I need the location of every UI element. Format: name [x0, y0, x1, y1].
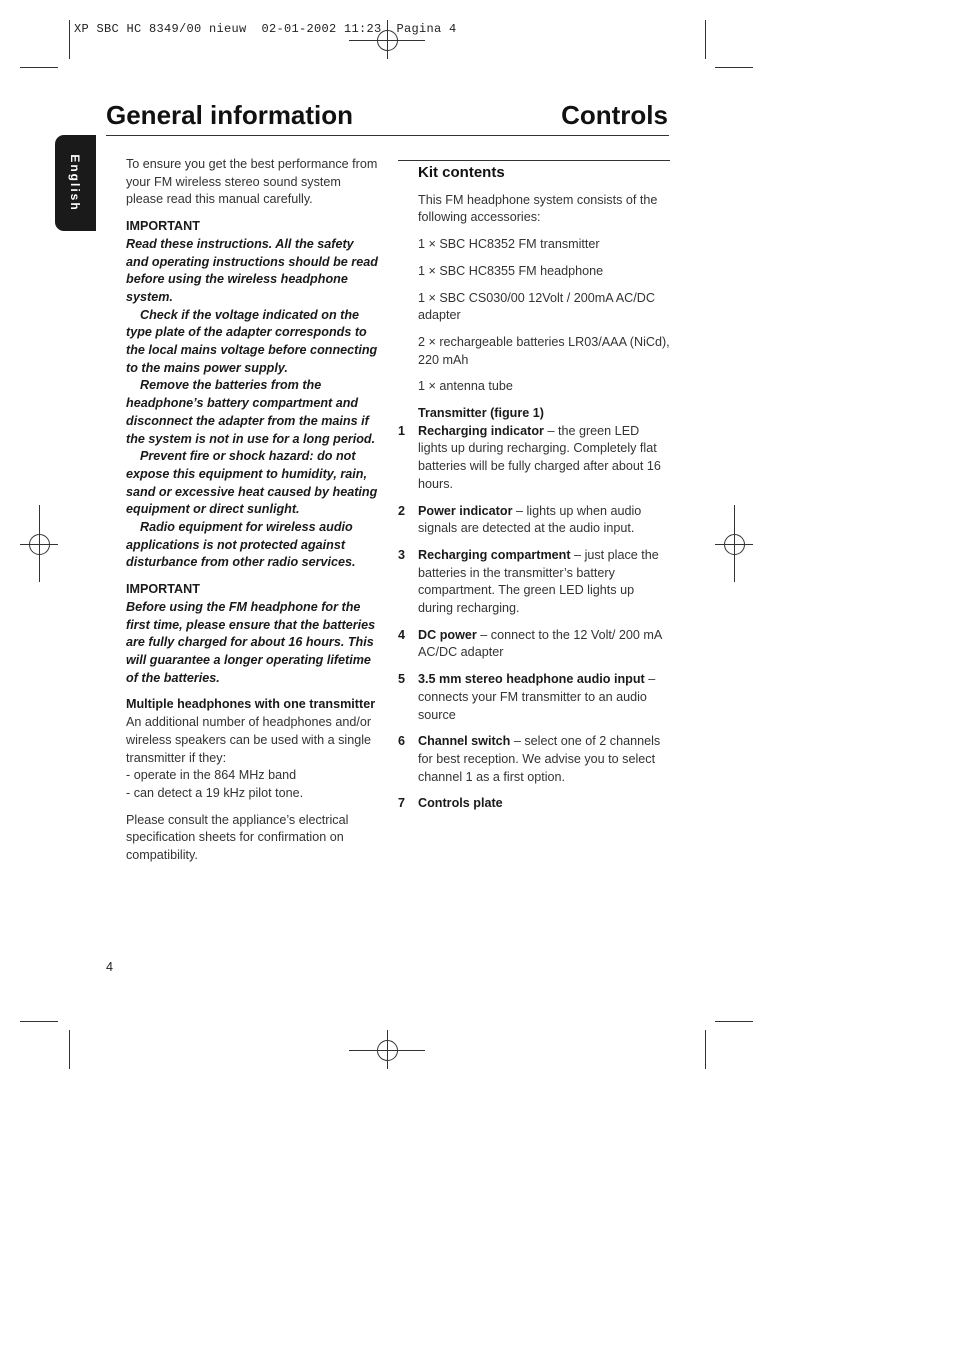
- important-paragraph: Check if the voltage indicated on the type plate of the adapter corresponds to the local mains voltage before connecting to the mains power supply.: [126, 307, 378, 375]
- multiple-headphones-heading: Multiple headphones with one transmitter: [126, 697, 376, 712]
- kit-item: 1 × SBC CS030/00 12Volt / 200mA AC/DC adapter: [418, 290, 655, 323]
- kit-intro: This FM headphone system consists of the following accessories:: [418, 192, 658, 225]
- kit-item: 2 × rechargeable batteries LR03/AAA (NiCd), 220 mAh: [418, 334, 670, 367]
- consult-paragraph: Please consult the appliance’s electrical specification sheets for confirmation on compatibility.: [126, 812, 349, 863]
- page-number: 4: [106, 960, 114, 974]
- control-description: – the green LED lights up during recharging. Completely flat batteries will be fully charged after about 16 hours.: [418, 423, 661, 491]
- language-tab-label: English: [68, 154, 82, 212]
- control-name: Recharging compartment: [418, 547, 571, 562]
- important-paragraph: Prevent fire or shock hazard: do not expose this equipment to humidity, rain, sand or excessive heat caused by heating equipment or direct sunlight.: [126, 449, 378, 517]
- important-heading: IMPORTANT: [126, 219, 200, 234]
- control-name: Channel switch: [418, 734, 511, 749]
- important-paragraph: Read these instructions. All the safety and operating instructions should be read before using the wireless headphone system.: [126, 236, 378, 304]
- important-section-1: [126, 218, 378, 572]
- print-slug: XP SBC HC 8349/00 nieuw 02-01-2002 11:23 Pagina 4: [74, 22, 457, 36]
- control-number: 5: [398, 672, 406, 687]
- kit-item: 1 × SBC HC8355 FM headphone: [418, 263, 604, 278]
- title-rule: [106, 135, 669, 136]
- control-item: [398, 795, 670, 813]
- transmitter-heading: Transmitter (figure 1): [418, 406, 544, 421]
- important-section-2: [126, 581, 378, 687]
- page-title-controls: Controls: [561, 100, 668, 130]
- control-number: 4: [398, 627, 406, 642]
- intro-paragraph: To ensure you get the best performance from your FM wireless stereo sound system please read this manual carefully.: [126, 157, 378, 207]
- control-item: [398, 503, 670, 538]
- control-description: – lights up when audio signals are detected at the audio input.: [418, 503, 642, 536]
- language-tab: [55, 135, 96, 231]
- control-description: – just place the batteries in the transmitter’s battery compartment. The green LED lights up during recharging.: [418, 547, 659, 616]
- control-description: – connects your FM transmitter to an audio source: [418, 672, 656, 722]
- important-heading: IMPORTANT: [126, 582, 200, 597]
- control-name: DC power: [418, 627, 477, 642]
- important-paragraph: Radio equipment for wireless audio applications is not protected against disturbance from other radio services.: [126, 520, 356, 570]
- control-item: [398, 547, 670, 618]
- control-name: Recharging indicator: [418, 423, 544, 438]
- control-number: 3: [398, 547, 406, 562]
- controls-column: [398, 160, 670, 822]
- control-number: 7: [398, 796, 406, 811]
- multiple-headphones-text: An additional number of headphones and/or wireless speakers can be used with a single transmitter if they:: [126, 715, 372, 765]
- kit-item: 1 × antenna tube: [418, 379, 513, 394]
- kit-item: 1 × SBC HC8352 FM transmitter: [418, 237, 600, 252]
- important-paragraph: Before using the FM headphone for the first time, please ensure that the batteries are fully charged for about 16 hours. This will guarantee a longer operating lifetime of the batteries.: [126, 599, 376, 685]
- control-name: Power indicator: [418, 503, 513, 518]
- control-number: 2: [398, 503, 406, 518]
- control-description: – connect to the 12 Volt/ 200 mA AC/DC adapter: [418, 627, 662, 660]
- control-name: Controls plate: [418, 796, 503, 811]
- multiple-headphones-section: [126, 696, 378, 864]
- control-item: [398, 423, 670, 494]
- page-title-general-information: General information: [106, 100, 354, 130]
- general-information-column: [126, 156, 378, 865]
- control-name: 3.5 mm stereo headphone audio input: [418, 672, 645, 687]
- control-item: [398, 733, 670, 786]
- control-number: 1: [398, 423, 406, 438]
- list-item: - can detect a 19 kHz pilot tone.: [126, 785, 304, 800]
- control-item: [398, 671, 670, 724]
- important-paragraph: Remove the batteries from the headphone’s battery compartment and disconnect the adapter from the mains if the system is not in use for a long period.: [126, 378, 376, 446]
- control-description: – select one of 2 channels for best reception. We advise you to select channel 1 as a first option.: [418, 734, 661, 784]
- kit-contents-heading: Kit contents: [398, 160, 670, 182]
- list-item: - operate in the 864 MHz band: [126, 768, 297, 783]
- control-item: [398, 627, 670, 662]
- control-number: 6: [398, 734, 406, 749]
